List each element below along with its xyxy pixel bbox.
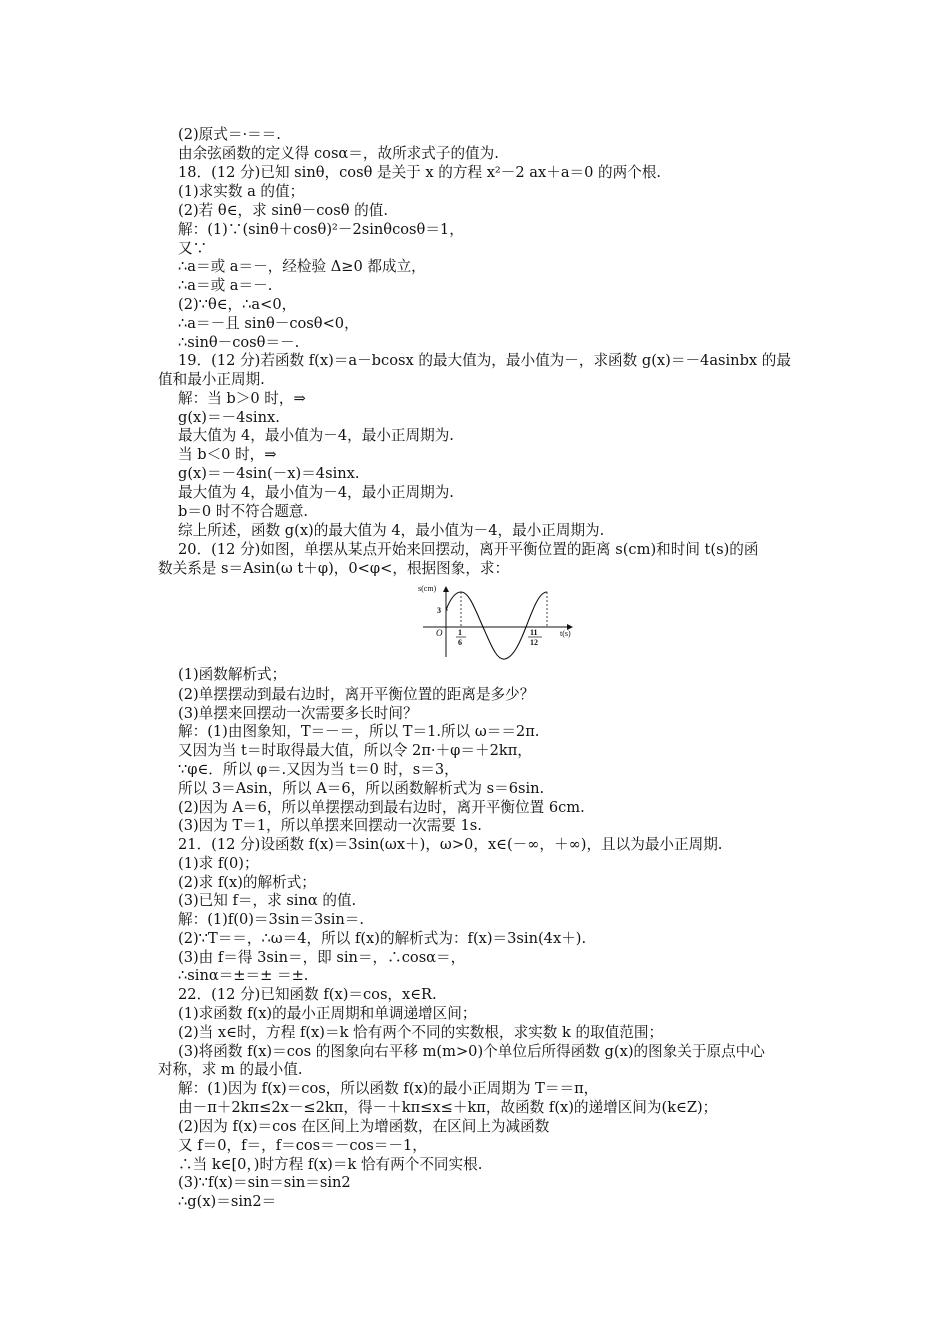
text-line: ∴g(x)＝sin2＝	[178, 1193, 277, 1210]
text-line: 20．(12 分)如图，单摆从某点开始来回摆动，离开平衡位置的距离 s(cm)和时间 t(s)的函	[178, 541, 759, 558]
text-line: (2)单摆摆动到最右边时，离开平衡位置的距离是多少？	[178, 686, 535, 703]
text-line: (2)∵T＝＝，∴ω＝4，所以 f(x)的解析式为：f(x)＝3sin(4x＋).	[178, 930, 587, 947]
text-line: (2)因为 f(x)＝cos 在区间上为增函数，在区间上为减函数	[178, 1118, 550, 1135]
text-line: (2)求 f(x)的解析式；	[178, 874, 316, 891]
pendulum-graph	[417, 583, 577, 661]
text-line: 解：(1)∵(sinθ＋cosθ)²－2sinθcosθ＝1，	[178, 221, 464, 238]
text-line: 又 f＝0，f＝，f＝cos＝－cos＝－1，	[178, 1137, 427, 1154]
text-line: 由余弦函数的定义得 cosα＝，故所求式子的值为.	[178, 145, 499, 162]
origin-label: O	[436, 628, 443, 638]
text-line: ∴sinθ－cosθ＝－.	[178, 334, 300, 351]
text-line: 解：当 b＞0 时，⇒	[178, 390, 306, 407]
y-axis-label: s(cm)	[418, 584, 437, 593]
text-line: 由－π＋2kπ≤2x－≤2kπ，得－＋kπ≤x≤＋kπ，故函数 f(x)的递增区间为(k∈Z)；	[178, 1099, 718, 1116]
x-tick-1-numerator: 1	[458, 628, 462, 637]
text-line: (2)若 θ∈，求 sinθ－cosθ 的值.	[178, 202, 388, 219]
text-line: (3)因为 T＝1，所以单摆来回摆动一次需要 1s.	[178, 817, 482, 834]
text-line: 21．(12 分)设函数 f(x)＝3sin(ωx＋)，ω>0，x∈(－∞，＋∞)，且以为最小正周期.	[178, 836, 723, 853]
text-line: (3)单摆来回摆动一次需要多长时间？	[178, 705, 418, 722]
text-line: ∴当 k∈[0，)时方程 f(x)＝k 恰有两个不同实根.	[178, 1156, 483, 1173]
text-line: 对称，求 m 的最小值.	[158, 1061, 303, 1078]
text-line: (2)∵θ∈，∴a<0，	[178, 296, 297, 313]
x-tick-2-denominator: 12	[530, 638, 538, 647]
text-line: (2)当 x∈时，方程 f(x)＝k 恰有两个不同的实数根，求实数 k 的取值范围；	[178, 1024, 664, 1041]
text-line: 22．(12 分)已知函数 f(x)＝cos，x∈R.	[178, 986, 437, 1003]
text-line: (2)原式＝·＝＝.	[178, 126, 281, 143]
text-line: 最大值为 4，最小值为－4，最小正周期为.	[178, 427, 454, 444]
text-line: ∴a＝或 a＝－.	[178, 277, 273, 294]
text-line: g(x)＝－4sin(－x)＝4sinx.	[178, 465, 360, 482]
text-line: (3)由 f＝得 3sin＝，即 sin＝，∴cosα＝，	[178, 949, 466, 966]
text-line: 又因为当 t＝时取得最大值，所以令 2π·＋φ＝＋2kπ，	[178, 742, 532, 759]
text-line: 解：(1)f(0)＝3sin＝3sin＝.	[178, 911, 365, 928]
y-tick-label: 3	[437, 606, 441, 615]
text-line: ∵φ∈．所以 φ＝.又因为当 t＝0 时，s＝3，	[178, 761, 459, 778]
text-line: 19．(12 分)若函数 f(x)＝a－bcosx 的最大值为，最小值为－，求函数 g(x)＝－4asinbx 的最	[178, 352, 791, 369]
text-line: (3)已知 f＝，求 sinα 的值.	[178, 892, 357, 909]
x-axis-label: t(s)	[560, 629, 571, 638]
y-axis-arrow	[443, 586, 449, 592]
text-line: (3)将函数 f(x)＝cos 的图象向右平移 m(m>0)个单位后所得函数 g(x)的图象关于原点中心	[178, 1043, 765, 1060]
text-line: (1)求 f(0)；	[178, 855, 259, 872]
text-line: 数关系是 s＝Asin(ω t＋φ)，0<φ<，根据图象，求：	[158, 560, 510, 577]
text-line: 所以 3＝Asin，所以 A＝6，所以函数解析式为 s＝6sin.	[178, 780, 545, 797]
text-line: (3)∵f(x)＝sin＝sin＝sin2	[178, 1174, 351, 1191]
x-tick-2-numerator: 11	[530, 628, 538, 637]
text-line: 又∵	[178, 240, 208, 257]
text-line: (2)因为 A＝6，所以单摆摆动到最右边时，离开平衡位置 6cm.	[178, 799, 585, 816]
text-line: 最大值为 4，最小值为－4，最小正周期为.	[178, 484, 454, 501]
text-line: (1)求函数 f(x)的最小正周期和单调递增区间；	[178, 1005, 477, 1022]
text-line: 综上所述，函数 g(x)的最大值为 4，最小值为－4，最小正周期为.	[178, 522, 605, 539]
text-line: 18．(12 分)已知 sinθ，cosθ 是关于 x 的方程 x²－2 ax＋a＝0 的两个根.	[178, 164, 662, 181]
text-line: 值和最小正周期.	[158, 371, 265, 388]
text-line: 解：(1)由图象知，T＝－＝，所以 T＝1.所以 ω＝＝2π.	[178, 723, 540, 740]
text-line: (1)求实数 a 的值；	[178, 183, 305, 200]
text-line: b＝0 时不符合题意.	[178, 503, 309, 520]
text-line: g(x)＝－4sinx.	[178, 409, 280, 426]
text-line: ∴a＝或 a＝－，经检验 Δ≥0 都成立，	[178, 258, 426, 275]
text-line: ∴sinα＝±＝± ＝±.	[178, 967, 309, 984]
x-tick-1-denominator: 6	[458, 638, 462, 647]
text-line: 解：(1)因为 f(x)＝cos，所以函数 f(x)的最小正周期为 T＝＝π，	[178, 1080, 599, 1097]
text-line: ∴a＝－且 sinθ－cosθ<0，	[178, 315, 359, 332]
text-line: 当 b＜0 时，⇒	[178, 446, 277, 463]
text-line: (1)函数解析式；	[178, 666, 287, 683]
